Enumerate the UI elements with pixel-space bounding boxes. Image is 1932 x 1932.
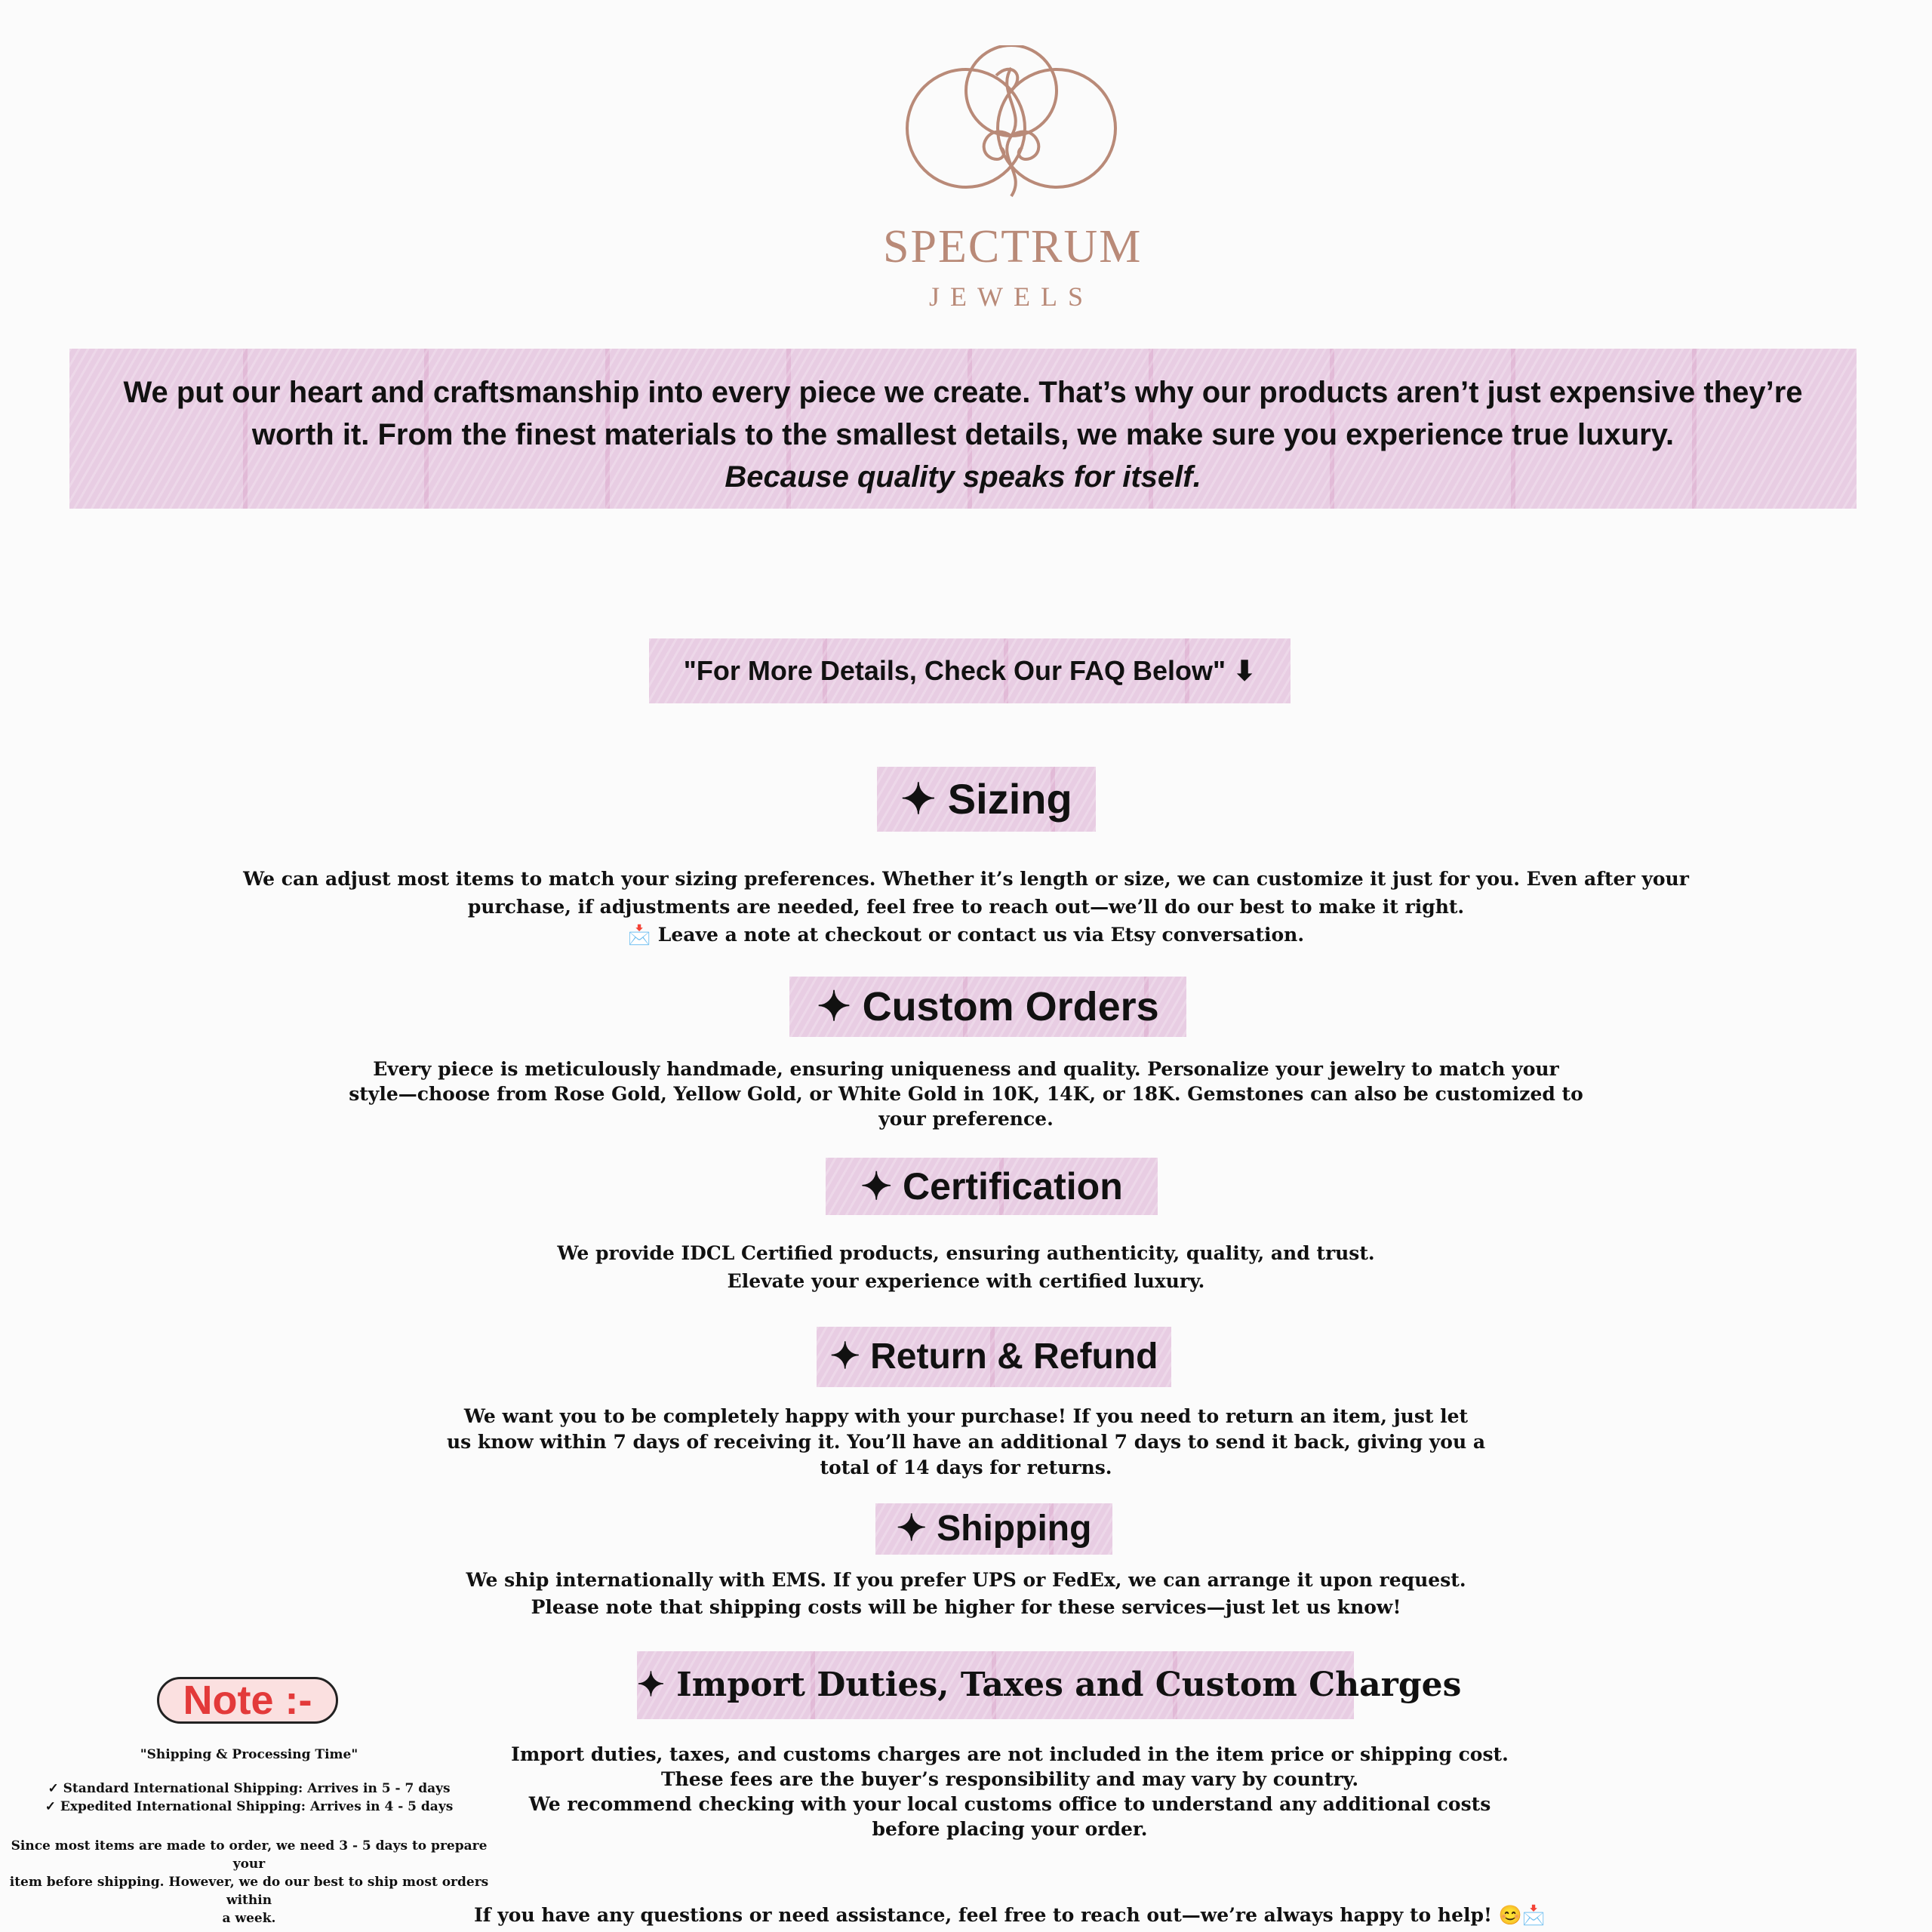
- sizing-line-3: 📩 Leave a note at checkout or contact us via Etsy conversation.: [627, 924, 1305, 946]
- logo-emblem-icon: [883, 45, 1140, 219]
- shipping-line-1: We ship internationally with EMS. If you prefer UPS or FedEx, we can arrange it upon request.: [466, 1569, 1466, 1591]
- banner-tagline: Because quality speaks for itself.: [724, 460, 1201, 494]
- returns-line-2: us know within 7 days of receiving it. You’ll have an additional 7 days to send it back, giving you a: [446, 1431, 1486, 1453]
- note-para-line-2: item before shipping. However, we do our best to ship most orders within: [9, 1875, 489, 1908]
- note-item-standard: ✓ Standard International Shipping: Arrives in 5 - 7 days: [48, 1781, 451, 1796]
- note-shipping-list: [0, 1780, 498, 1816]
- section-title-sizing: ✦ Sizing: [877, 767, 1096, 832]
- closing-message: If you have any questions or need assistance, feel free to reach out—we’re always happy to help! 😊📩: [474, 1904, 1546, 1926]
- brand-logo: [883, 45, 1143, 312]
- sizing-text: [0, 865, 1932, 949]
- banner-line-1: We put our heart and craftsmanship into every piece we create. That’s why our products aren’t just expensive they’re: [123, 376, 1803, 409]
- duties-line-4: before placing your order.: [872, 1818, 1148, 1840]
- custom-line-2: style—choose from Rose Gold, Yellow Gold, or White Gold in 10K, 14K, or 18K. Gemstones can also be customized to: [349, 1083, 1583, 1105]
- intro-banner: [69, 349, 1857, 509]
- section-title-certification: ✦ Certification: [826, 1158, 1158, 1215]
- note-badge: [157, 1677, 338, 1724]
- banner-line-2: worth it. From the finest materials to the smallest details, we make sure you experience true luxury.: [251, 418, 1675, 451]
- custom-line-1: Every piece is meticulously handmade, ensuring uniqueness and quality. Personalize your jewelry to match your: [373, 1058, 1559, 1080]
- sizing-line-2: purchase, if adjustments are needed, feel free to reach out—we’ll do our best to make it right.: [467, 896, 1465, 918]
- note-label: Note :-: [183, 1678, 312, 1723]
- returns-line-1: We want you to be completely happy with your purchase! If you need to return an item, just let: [463, 1405, 1469, 1427]
- returns-line-3: total of 14 days for returns.: [820, 1457, 1112, 1478]
- section-title-return-refund: ✦ Return & Refund: [817, 1327, 1171, 1387]
- certification-line-1: We provide IDCL Certified products, ensuring authenticity, quality, and trust.: [557, 1242, 1375, 1264]
- section-title-custom-orders: ✦ Custom Orders: [789, 977, 1186, 1037]
- duties-line-2: These fees are the buyer’s responsibility and may vary by country.: [660, 1768, 1359, 1790]
- section-title-import-duties: ✦ Import Duties, Taxes and Custom Charges: [637, 1651, 1354, 1719]
- certification-line-2: Elevate your experience with certified luxury.: [727, 1270, 1205, 1292]
- note-para-line-3: a week.: [222, 1911, 276, 1926]
- duties-line-3: We recommend checking with your local customs office to understand any additional costs: [528, 1793, 1491, 1815]
- note-para-line-1: Since most items are made to order, we need 3 - 5 days to prepare your: [11, 1838, 488, 1872]
- note-processing-text: [0, 1837, 498, 1927]
- custom-line-3: your preference.: [878, 1108, 1054, 1130]
- faq-button[interactable]: "For More Details, Check Our FAQ Below" ⬇: [649, 638, 1291, 703]
- custom-orders-text: [0, 1057, 1932, 1131]
- shipping-text: [0, 1567, 1932, 1621]
- duties-line-1: Import duties, taxes, and customs charges are not included in the item price or shipping cost.: [511, 1743, 1509, 1765]
- section-title-shipping: ✦ Shipping: [875, 1503, 1112, 1555]
- brand-subtitle: JEWELS: [929, 281, 1094, 312]
- note-heading: "Shipping & Processing Time": [140, 1747, 358, 1762]
- banner-text: [69, 371, 1857, 498]
- brand-name: SPECTRUM: [883, 221, 1143, 272]
- shipping-line-2: Please note that shipping costs will be higher for these services—just let us know!: [531, 1596, 1401, 1618]
- certification-text: [0, 1239, 1932, 1295]
- sizing-line-1: We can adjust most items to match your sizing preferences. Whether it’s length or size, we can customize it just for you. Even after your: [243, 868, 1689, 890]
- note-item-expedited: ✓ Expedited International Shipping: Arrives in 4 - 5 days: [45, 1799, 454, 1814]
- return-refund-text: [0, 1404, 1932, 1481]
